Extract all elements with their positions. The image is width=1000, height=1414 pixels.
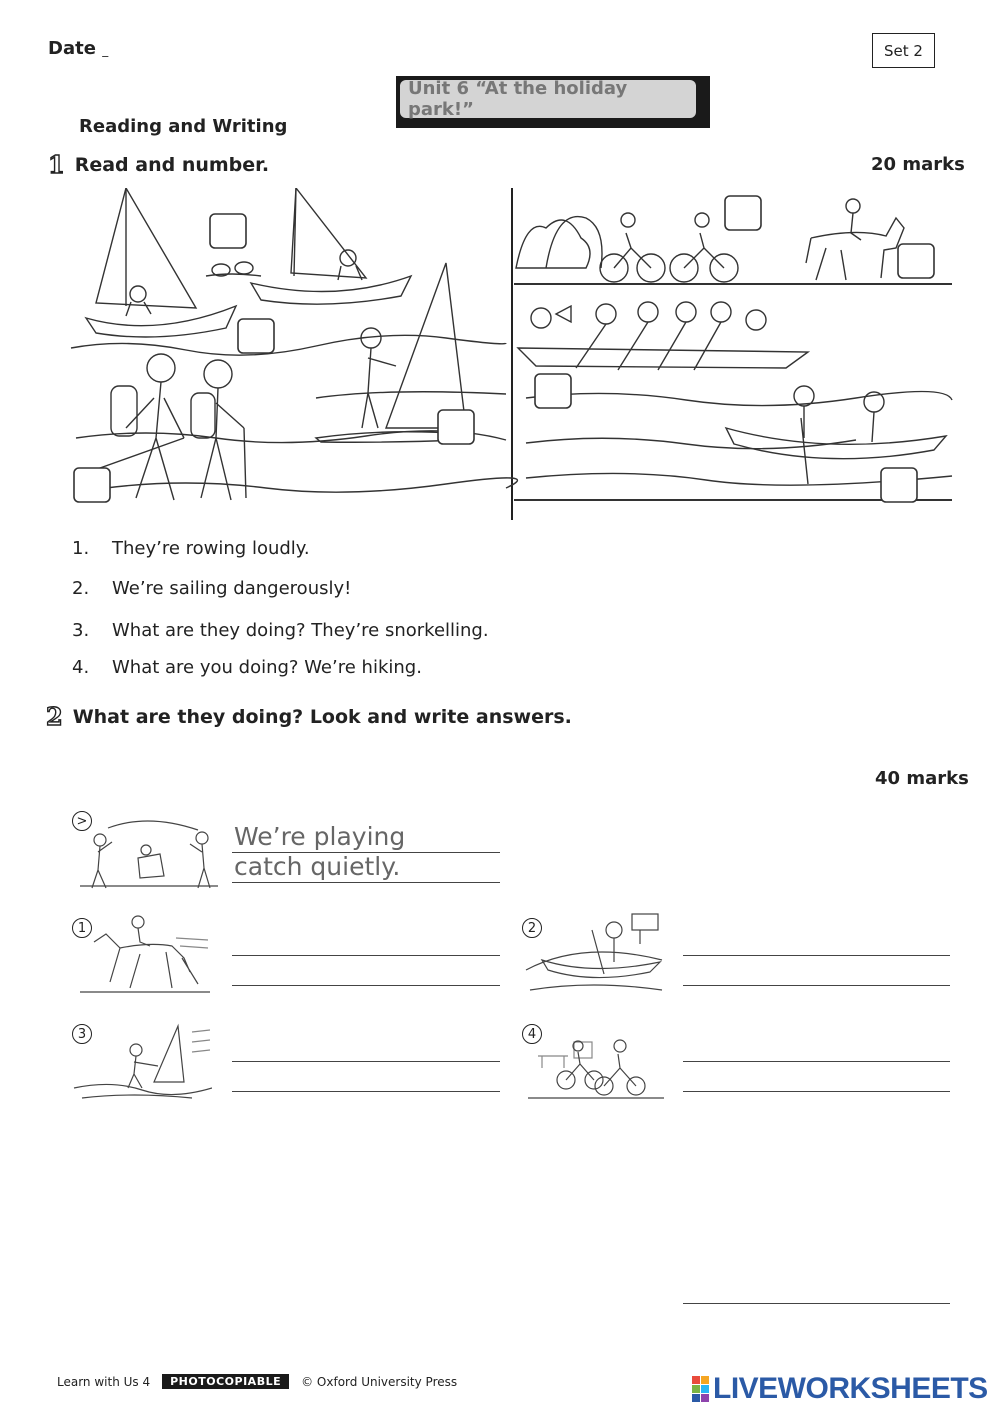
footer	[57, 1374, 457, 1389]
answer-box-snorkelling[interactable]	[210, 214, 246, 248]
sentence-4: 4. What are you doing? We’re hiking.	[72, 657, 422, 678]
item3-answer-line-1[interactable]	[232, 1061, 500, 1062]
item4-marker: 4	[522, 1024, 542, 1044]
sailboat-2	[251, 188, 411, 304]
section-title: Reading and Writing	[79, 116, 288, 137]
item2-answer-line-2[interactable]	[683, 985, 950, 986]
example-line-1	[232, 852, 500, 853]
answer-box-cycling[interactable]	[725, 196, 761, 230]
example-picture-playing-catch	[78, 818, 218, 892]
extra-answer-line[interactable]	[683, 1303, 950, 1304]
exercise2-instruction: What are they doing? Look and write answers.	[72, 705, 572, 728]
sentence-1: 1. They’re rowing loudly.	[72, 538, 310, 559]
date-label: Date _	[48, 38, 109, 59]
answer-box-horse-riding[interactable]	[898, 244, 934, 278]
item4-answer-line-2[interactable]	[683, 1091, 950, 1092]
exercise2-marks: 40 marks	[875, 768, 969, 789]
exercise1-heading	[48, 150, 269, 179]
item2-picture-canoeing	[522, 910, 664, 996]
item1-picture-horse-riding	[80, 912, 210, 996]
exercise2-heading	[46, 702, 572, 731]
footer-copyright: © Oxford University Press	[301, 1374, 458, 1389]
exercise1-instruction: Read and number.	[74, 153, 270, 176]
example-answer-line1: We’re playing	[234, 822, 406, 851]
item1-answer-line-2[interactable]	[232, 985, 500, 986]
snorkellers	[206, 262, 261, 276]
example-answer-line2: catch quietly.	[234, 852, 401, 881]
item4-answer-line-1[interactable]	[683, 1061, 950, 1062]
answer-box-canoeing[interactable]	[881, 468, 917, 502]
footer-book: Learn with Us 4	[57, 1374, 151, 1389]
example-line-2	[232, 882, 500, 883]
answer-box-hiking[interactable]	[74, 468, 110, 502]
answer-box-sailing[interactable]	[238, 319, 274, 353]
sailboat-1	[86, 188, 236, 337]
holiday-park-scene	[66, 188, 956, 522]
liveworksheets-brand: LIVEWORKSHEETS	[713, 1372, 988, 1405]
trees	[516, 217, 602, 268]
item3-answer-line-2[interactable]	[232, 1091, 500, 1092]
set-label: Set 2	[872, 33, 935, 68]
sentence-3: 3. What are they doing? They’re snorkelling.	[72, 620, 489, 641]
example-marker: >	[72, 811, 92, 831]
answer-box-rowing[interactable]	[535, 374, 571, 408]
answer-box-windsurfing[interactable]	[438, 410, 474, 444]
date-blank[interactable]: _	[102, 43, 109, 57]
item2-answer-line-1[interactable]	[683, 955, 950, 956]
liveworksheets-logo	[692, 1372, 988, 1406]
exercise1-marks: 20 marks	[871, 154, 965, 175]
cyclists	[600, 213, 738, 282]
item3-picture-windsurfing	[72, 1022, 212, 1102]
item2-marker: 2	[522, 918, 542, 938]
item3-marker: 3	[72, 1024, 92, 1044]
rowing-team	[518, 302, 808, 370]
photocopiable-badge: PHOTOCOPIABLE	[162, 1374, 289, 1389]
item4-picture-cycling	[528, 1028, 664, 1100]
liveworksheets-logo-icon	[692, 1376, 709, 1402]
item1-marker: 1	[72, 918, 92, 938]
unit-banner	[396, 76, 710, 128]
horse-rider	[806, 199, 904, 280]
item1-answer-line-1[interactable]	[232, 955, 500, 956]
exercise1-number: 1	[48, 150, 65, 179]
unit-title: Unit 6 “At the holiday park!”	[400, 80, 696, 118]
exercise2-number: 2	[46, 702, 63, 731]
sentence-2: 2. We’re sailing dangerously!	[72, 578, 352, 599]
